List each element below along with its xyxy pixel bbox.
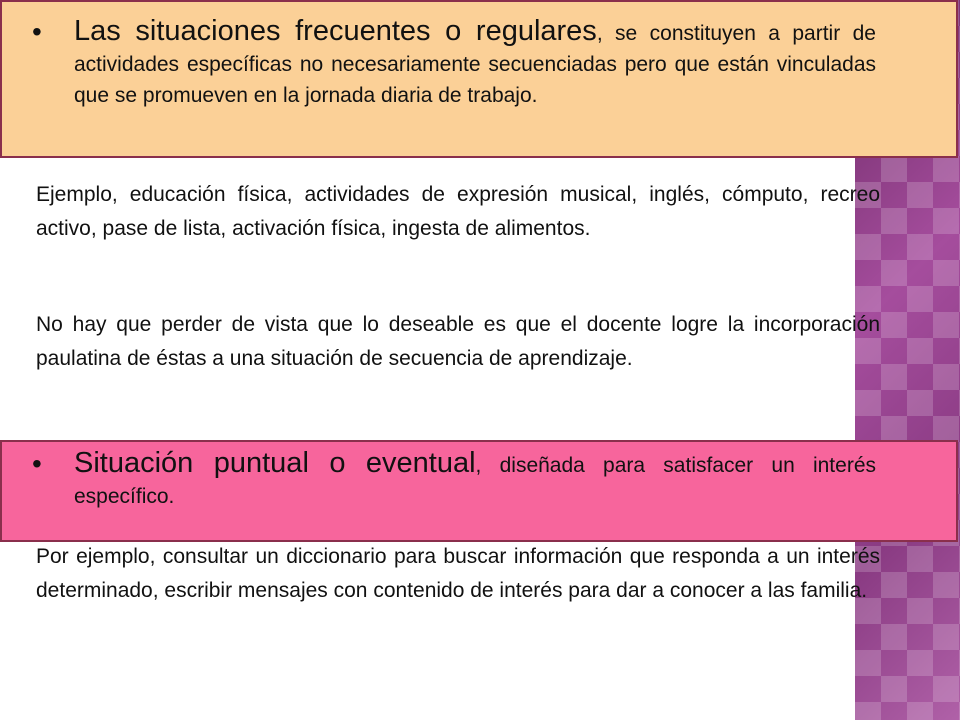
example-paragraph-2: Por ejemplo, consultar un diccionario para buscar información que responda a un interés determinado, escribir mensajes con contenido de interés para dar a conocer a las familia. xyxy=(36,545,880,602)
bullet-icon: • xyxy=(32,16,42,47)
top-bullet-lead: Las situaciones frecuentes o regulares xyxy=(74,15,597,47)
top-bullet-rest: , se constituyen a partir de actividades específicas no necesariamente secuenciadas pero que están vinculadas que se promueven en la jornada diaria de trabajo. xyxy=(74,22,876,107)
bullet-icon: • xyxy=(32,448,42,479)
middle-highlight-box xyxy=(0,440,958,542)
middle-bullet-lead: Situación puntual o eventual xyxy=(74,447,476,479)
top-bullet-item xyxy=(32,16,876,111)
top-highlight-box xyxy=(0,0,958,158)
note-paragraph: No hay que perder de vista que lo deseable es que el docente logre la incorporación paulatina de éstas a una situación de secuencia de aprendizaje. xyxy=(36,313,880,370)
middle-bullet-rest: , diseñada para satisfacer un interés específico. xyxy=(74,454,876,508)
top-bullet-text xyxy=(74,16,876,111)
example-paragraph: Ejemplo, educación física, actividades de expresión musical, inglés, cómputo, recreo activo, pase de lista, activación física, ingesta de alimentos. xyxy=(36,183,880,240)
middle-bullet-text xyxy=(74,448,876,512)
middle-bullet-item xyxy=(32,448,876,512)
